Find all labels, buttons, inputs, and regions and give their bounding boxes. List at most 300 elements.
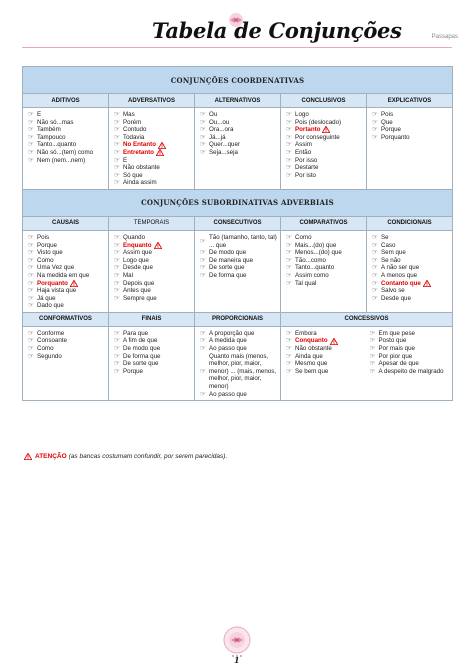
conjunction-item bbox=[200, 257, 277, 265]
conjunction-text: E bbox=[37, 111, 42, 118]
conjunction-text: Se não bbox=[381, 256, 401, 264]
conjunction-text: Porquanto bbox=[37, 279, 68, 287]
conjunction-item bbox=[28, 280, 105, 288]
pointing-hand-icon: ☞ bbox=[200, 271, 206, 279]
conjunctions-table bbox=[22, 66, 452, 401]
pointing-hand-icon: ☞ bbox=[286, 329, 292, 337]
conjunction-text: Não só...mas bbox=[37, 118, 74, 126]
conjunction-item bbox=[286, 249, 363, 257]
conjunction-list bbox=[28, 234, 105, 310]
pointing-hand-icon: ☞ bbox=[286, 126, 292, 134]
column-header: ADVERSATIVOS bbox=[109, 94, 195, 108]
conjunction-item bbox=[28, 287, 105, 295]
conjunction-item bbox=[286, 164, 363, 172]
conjunction-text: A despeito de malgrado bbox=[378, 367, 444, 375]
conjunction-text: Então bbox=[295, 148, 312, 156]
column-cell bbox=[195, 108, 281, 190]
conjunction-item bbox=[372, 287, 449, 295]
conjunction-item bbox=[370, 360, 450, 368]
conjunction-item bbox=[114, 272, 191, 280]
conjunction-item bbox=[114, 141, 191, 149]
conjunction-item bbox=[372, 242, 449, 250]
pointing-hand-icon: ☞ bbox=[286, 171, 292, 179]
conjunction-text: Conquanto bbox=[295, 337, 328, 345]
conjunction-text: Só que bbox=[123, 171, 143, 179]
conjunction-text: Quando bbox=[123, 233, 146, 241]
pointing-hand-icon: ☞ bbox=[200, 256, 206, 264]
pointing-hand-icon: ☞ bbox=[114, 141, 120, 149]
conjunction-text: Ou...ou bbox=[209, 118, 230, 126]
conjunction-item bbox=[286, 126, 363, 134]
column-cell bbox=[281, 326, 453, 400]
conjunction-text: Como bbox=[295, 233, 312, 241]
conjunction-item bbox=[372, 272, 449, 280]
conjunction-item bbox=[372, 126, 449, 134]
pointing-hand-icon: ☞ bbox=[28, 233, 34, 241]
conjunction-text: Pois bbox=[381, 111, 394, 118]
conjunction-item bbox=[28, 242, 105, 250]
warning-triangle-icon bbox=[158, 142, 166, 149]
conjunction-list bbox=[114, 111, 191, 187]
pointing-hand-icon: ☞ bbox=[114, 249, 120, 257]
conjunction-text: Na medida em que bbox=[37, 271, 90, 279]
conjunction-item bbox=[28, 249, 105, 257]
conjunction-text: Contudo bbox=[123, 126, 147, 134]
pointing-hand-icon: ☞ bbox=[369, 337, 376, 345]
conjunction-text: Dado que bbox=[37, 302, 64, 310]
pointing-hand-icon: ☞ bbox=[200, 337, 206, 345]
conjunction-item bbox=[28, 111, 105, 119]
pointing-hand-icon: ☞ bbox=[372, 294, 378, 302]
conjunction-item bbox=[286, 280, 363, 288]
conjunction-text: Por isto bbox=[295, 171, 316, 179]
conjunction-text: De sorte que bbox=[209, 264, 245, 272]
pointing-hand-icon: ☞ bbox=[114, 279, 120, 287]
pointing-hand-icon: ☞ bbox=[28, 329, 34, 337]
conjunction-text: Assim bbox=[295, 141, 312, 149]
pointing-hand-icon: ☞ bbox=[286, 279, 292, 287]
conjunction-item bbox=[114, 249, 191, 257]
conjunction-item bbox=[370, 353, 450, 361]
page-number: 1 bbox=[234, 655, 240, 665]
conjunction-item bbox=[372, 134, 449, 142]
conjunction-item bbox=[286, 157, 363, 165]
conjunction-text: Já...já bbox=[209, 133, 226, 141]
conjunction-item bbox=[28, 157, 105, 165]
pointing-hand-icon: ☞ bbox=[369, 360, 376, 368]
pointing-hand-icon: ☞ bbox=[200, 390, 206, 398]
warning-triangle-icon bbox=[322, 126, 330, 133]
pointing-hand-icon: ☞ bbox=[200, 118, 206, 126]
section-subordinativas-row bbox=[23, 189, 453, 216]
pointing-hand-icon: ☞ bbox=[114, 345, 120, 353]
conjunction-list bbox=[286, 234, 363, 287]
conjunction-list bbox=[370, 330, 450, 376]
conjunction-text: Mais...(do) que bbox=[295, 241, 337, 249]
conjunction-text: Contanto que bbox=[381, 279, 421, 287]
pointing-hand-icon: ☞ bbox=[28, 118, 34, 126]
conjunction-item bbox=[114, 330, 191, 338]
section-coordenativas-row bbox=[23, 67, 453, 94]
conjunction-item bbox=[372, 234, 449, 242]
conjunction-item bbox=[28, 272, 105, 280]
pointing-hand-icon: ☞ bbox=[28, 241, 34, 249]
conjunction-item bbox=[372, 249, 449, 257]
column-cell bbox=[23, 326, 109, 400]
conjunction-text: Já que bbox=[37, 294, 56, 302]
cell-split bbox=[286, 330, 449, 376]
column-header: CONCLUSIVOS bbox=[281, 94, 367, 108]
pointing-hand-icon: ☞ bbox=[114, 256, 120, 264]
conjunction-item bbox=[200, 330, 277, 338]
conjunction-text: Ou bbox=[209, 111, 218, 118]
pointing-hand-icon: ☞ bbox=[114, 367, 120, 375]
conjunction-item bbox=[286, 141, 363, 149]
conjunction-item bbox=[200, 391, 277, 399]
pointing-hand-icon: ☞ bbox=[200, 264, 206, 272]
column-cell bbox=[195, 326, 281, 400]
pointing-hand-icon: ☞ bbox=[286, 256, 292, 264]
pointing-hand-icon: ☞ bbox=[372, 279, 378, 287]
pointing-hand-icon: ☞ bbox=[114, 360, 120, 368]
coord-body-row bbox=[23, 108, 453, 190]
conjunction-item bbox=[114, 287, 191, 295]
conjunction-item bbox=[200, 345, 277, 353]
sub1-header-row bbox=[23, 216, 453, 230]
conjunction-item bbox=[200, 149, 277, 157]
pointing-hand-icon: ☞ bbox=[286, 352, 292, 360]
pointing-hand-icon: ☞ bbox=[286, 271, 292, 279]
conjunction-item bbox=[286, 337, 366, 345]
pointing-hand-icon: ☞ bbox=[28, 345, 34, 353]
column-cell bbox=[281, 230, 367, 312]
conjunction-item bbox=[286, 149, 363, 157]
warning-triangle-icon bbox=[423, 280, 431, 287]
conjunction-text: A proporção que bbox=[209, 329, 255, 337]
conjunction-item bbox=[370, 345, 450, 353]
conjunction-item bbox=[286, 119, 363, 127]
pointing-hand-icon: ☞ bbox=[286, 118, 292, 126]
conjunction-item bbox=[200, 264, 277, 272]
column-header: CONFORMATIVOS bbox=[23, 312, 109, 326]
column-cell bbox=[367, 108, 453, 190]
conjunction-item bbox=[114, 242, 191, 250]
conjunction-text: A menos que bbox=[381, 271, 418, 279]
conjunction-text: E bbox=[123, 156, 128, 164]
conjunction-list bbox=[200, 330, 277, 398]
conjunction-list bbox=[372, 234, 449, 302]
pointing-hand-icon: ☞ bbox=[114, 126, 120, 134]
column-header: ALTERNATIVOS bbox=[195, 94, 281, 108]
conjunction-text: Mesmo que bbox=[295, 360, 328, 368]
attention-text: (as bancas costumam confundir, por serem parecidas). bbox=[68, 453, 228, 460]
sub2-body-row bbox=[23, 326, 453, 400]
conjunction-text: Desde que bbox=[381, 294, 411, 302]
pointing-hand-icon: ☞ bbox=[286, 141, 292, 149]
conjunction-text: Por pior que bbox=[378, 352, 413, 360]
pointing-hand-icon: ☞ bbox=[286, 164, 292, 172]
pointing-hand-icon: ☞ bbox=[28, 156, 34, 164]
conjunction-text: Por mais que bbox=[378, 345, 415, 353]
conjunction-text: De modo que bbox=[123, 345, 161, 353]
pointing-hand-icon: ☞ bbox=[372, 264, 378, 272]
conjunction-list bbox=[28, 111, 105, 164]
conjunction-item bbox=[286, 272, 363, 280]
pointing-hand-icon: ☞ bbox=[114, 179, 120, 187]
conjunction-item bbox=[114, 126, 191, 134]
pointing-hand-icon: ☞ bbox=[200, 111, 206, 118]
conjunction-item bbox=[114, 280, 191, 288]
conjunction-text: Tão (tamanho, tanto, tal) ... que bbox=[209, 233, 277, 249]
section-title-subordinativas: CONJUNÇÕES SUBORDINATIVAS ADVERBIAIS bbox=[23, 189, 453, 216]
conjunction-text: Não só...(tem) como bbox=[37, 148, 94, 156]
conjunction-list bbox=[286, 330, 366, 376]
conjunction-item bbox=[114, 295, 191, 303]
conjunction-text: Como bbox=[37, 256, 54, 264]
conjunction-text: Caso bbox=[381, 241, 396, 249]
warning-triangle-icon bbox=[330, 338, 338, 345]
column-cell bbox=[23, 230, 109, 312]
conjunction-item bbox=[28, 337, 105, 345]
conjunction-item bbox=[114, 368, 191, 376]
conjunction-item bbox=[28, 302, 105, 310]
warning-triangle-icon bbox=[156, 149, 164, 156]
conjunction-item bbox=[200, 353, 277, 391]
conjunction-item bbox=[114, 111, 191, 119]
conjunction-item bbox=[200, 119, 277, 127]
conjunction-text: De maneira que bbox=[209, 256, 254, 264]
conjunction-list bbox=[28, 330, 105, 360]
conjunction-item bbox=[28, 330, 105, 338]
warning-triangle-icon bbox=[70, 280, 78, 287]
conjunction-text: Quanto mais (menos, melhor, pior, maior, menor) ... (mais, menos, melhor, pior, maior, menor) bbox=[209, 352, 277, 391]
conjunction-text: De forma que bbox=[209, 271, 247, 279]
pointing-hand-icon: ☞ bbox=[372, 271, 378, 279]
conjunction-item bbox=[28, 234, 105, 242]
pointing-hand-icon: ☞ bbox=[114, 294, 120, 302]
pointing-hand-icon: ☞ bbox=[286, 156, 292, 164]
conjunction-text: Que bbox=[381, 118, 393, 126]
brand-label: Passapas bbox=[431, 34, 458, 40]
conjunction-text: Porquanto bbox=[381, 133, 410, 141]
conjunction-list bbox=[286, 111, 363, 179]
conjunction-item bbox=[372, 111, 449, 119]
pointing-hand-icon: ☞ bbox=[28, 287, 34, 295]
pointing-hand-icon: ☞ bbox=[114, 233, 120, 241]
pointing-hand-icon: ☞ bbox=[114, 337, 120, 345]
conjunction-text: Porém bbox=[123, 118, 142, 126]
pointing-hand-icon: ☞ bbox=[286, 233, 292, 241]
conjunction-text: Por isso bbox=[295, 156, 318, 164]
pointing-hand-icon: ☞ bbox=[200, 329, 206, 337]
pointing-hand-icon: ☞ bbox=[114, 264, 120, 272]
conjunction-item bbox=[28, 119, 105, 127]
conjunction-item bbox=[200, 249, 277, 257]
conjunction-text: Salvo se bbox=[381, 287, 405, 295]
conjunction-text: Tanto...quanto bbox=[37, 141, 77, 149]
pointing-hand-icon: ☞ bbox=[372, 118, 378, 126]
conjunction-text: Portanto bbox=[295, 126, 321, 134]
conjunction-item bbox=[286, 345, 366, 353]
pointing-hand-icon: ☞ bbox=[114, 352, 120, 360]
column-header: CONSECUTIVOS bbox=[195, 216, 281, 230]
conjunction-item bbox=[200, 134, 277, 142]
conjunction-item bbox=[28, 126, 105, 134]
attention-label: ATENÇÃO bbox=[35, 453, 67, 460]
pointing-hand-icon: ☞ bbox=[114, 164, 120, 172]
conjunction-text: Desde que bbox=[123, 264, 153, 272]
conjunction-text: Porque bbox=[123, 367, 143, 375]
conjunction-item bbox=[28, 353, 105, 361]
conjunction-item bbox=[370, 337, 450, 345]
conjunction-text: Nem (nem...nem) bbox=[37, 156, 86, 164]
column-cell bbox=[281, 108, 367, 190]
pointing-hand-icon: ☞ bbox=[286, 367, 292, 375]
conjunction-item bbox=[286, 360, 366, 368]
conjunction-item bbox=[200, 337, 277, 345]
conjunction-item bbox=[372, 257, 449, 265]
conjunction-text: Para que bbox=[123, 329, 149, 337]
conjunction-text: Também bbox=[37, 126, 61, 134]
conjunction-item bbox=[114, 345, 191, 353]
conjunction-text: Como bbox=[37, 345, 54, 353]
conjunction-text: Não obstante bbox=[123, 164, 160, 172]
conjunction-text: Logo que bbox=[123, 256, 149, 264]
pointing-hand-icon: ☞ bbox=[286, 249, 292, 257]
conjunction-text: Se bem que bbox=[295, 367, 329, 375]
conjunction-item bbox=[370, 368, 450, 376]
pointing-hand-icon: ☞ bbox=[372, 241, 378, 249]
column-header: COMPARATIVOS bbox=[281, 216, 367, 230]
column-header: PROPORCIONAIS bbox=[195, 312, 281, 326]
conjunction-text: Mal bbox=[123, 271, 133, 279]
conjunction-list bbox=[114, 330, 191, 376]
conjunction-item bbox=[200, 234, 277, 249]
conjunction-text: Entretanto bbox=[123, 148, 154, 156]
conjunction-item bbox=[372, 280, 449, 288]
conjunction-list bbox=[114, 234, 191, 302]
conjunction-text: Tanto...quanto bbox=[295, 264, 335, 272]
sub1-body-row bbox=[23, 230, 453, 312]
section-title-coordenativas: CONJUNÇÕES COORDENATIVAS bbox=[23, 67, 453, 94]
conjunction-text: Tal qual bbox=[295, 279, 317, 287]
conjunction-text: Destarte bbox=[295, 164, 319, 172]
pointing-hand-icon: ☞ bbox=[200, 126, 206, 134]
conjunction-item bbox=[28, 257, 105, 265]
conjunction-item bbox=[114, 157, 191, 165]
pointing-hand-icon: ☞ bbox=[28, 126, 34, 134]
conjunction-text: Todavia bbox=[123, 133, 145, 141]
pointing-hand-icon: ☞ bbox=[200, 249, 206, 257]
pointing-hand-icon: ☞ bbox=[28, 302, 34, 310]
conjunction-item bbox=[114, 353, 191, 361]
conjunction-item bbox=[286, 330, 366, 338]
pointing-hand-icon: ☞ bbox=[369, 367, 376, 375]
column-header: TEMPORAIS bbox=[109, 216, 195, 230]
conjunction-text: Haja vista que bbox=[37, 287, 77, 295]
conjunction-text: Ainda que bbox=[295, 352, 323, 360]
header-divider bbox=[22, 47, 452, 48]
pointing-hand-icon: ☞ bbox=[114, 241, 120, 249]
column-header: CONCESSIVOS bbox=[281, 312, 453, 326]
conjunction-text: Se bbox=[381, 233, 389, 241]
conjunction-text: Uma Vez que bbox=[37, 264, 75, 272]
pointing-hand-icon: ☞ bbox=[114, 271, 120, 279]
pointing-hand-icon: ☞ bbox=[369, 345, 376, 353]
pointing-hand-icon: ☞ bbox=[372, 111, 378, 118]
conjunction-list bbox=[200, 111, 277, 157]
conjunction-item bbox=[28, 134, 105, 142]
pointing-hand-icon: ☞ bbox=[114, 329, 120, 337]
conjunction-item bbox=[114, 172, 191, 180]
pointing-hand-icon: ☞ bbox=[286, 264, 292, 272]
conjunction-item bbox=[28, 295, 105, 303]
conjunction-item bbox=[372, 295, 449, 303]
pointing-hand-icon: ☞ bbox=[200, 345, 206, 353]
attention-note bbox=[22, 453, 227, 460]
conjunction-item bbox=[286, 134, 363, 142]
warning-triangle-icon bbox=[154, 242, 162, 249]
conjunction-text: Porque bbox=[37, 241, 57, 249]
conjunction-item bbox=[200, 141, 277, 149]
conjunction-item bbox=[286, 111, 363, 119]
conjunction-text: Tão...como bbox=[295, 256, 326, 264]
conjunction-text: Quer...quer bbox=[209, 141, 240, 149]
conjunction-item bbox=[28, 141, 105, 149]
conjunction-item bbox=[286, 242, 363, 250]
conjunction-text: Mas bbox=[123, 111, 135, 118]
pointing-hand-icon: ☞ bbox=[28, 256, 34, 264]
conjunction-item bbox=[286, 172, 363, 180]
pointing-hand-icon: ☞ bbox=[369, 329, 376, 337]
pointing-hand-icon: ☞ bbox=[200, 367, 206, 375]
sub2-header-row bbox=[23, 312, 453, 326]
pointing-hand-icon: ☞ bbox=[114, 133, 120, 141]
conjunction-text: Não obstante bbox=[295, 345, 332, 353]
conjunction-text: Consoante bbox=[37, 337, 67, 345]
conjunction-text: Em que pese bbox=[378, 329, 415, 337]
conjunction-text: Pois (deslocado) bbox=[295, 118, 342, 126]
conjunction-text: Ao passo que bbox=[209, 390, 247, 398]
conjunction-text: A medida que bbox=[209, 337, 247, 345]
pointing-hand-icon: ☞ bbox=[28, 337, 34, 345]
page-title: Tabela de Conjunções bbox=[152, 18, 402, 43]
column-cell bbox=[109, 230, 195, 312]
pointing-hand-icon: ☞ bbox=[28, 264, 34, 272]
pointing-hand-icon: ☞ bbox=[200, 141, 206, 149]
conjunction-item bbox=[114, 119, 191, 127]
conjunction-item bbox=[114, 134, 191, 142]
conjunction-text: No Entanto bbox=[123, 141, 156, 149]
pointing-hand-icon: ☞ bbox=[372, 287, 378, 295]
conjunction-text: Ainda assim bbox=[123, 179, 157, 187]
column-header: ADITIVOS bbox=[23, 94, 109, 108]
conjunction-text: A fim de que bbox=[123, 337, 158, 345]
conjunction-text: Depois que bbox=[123, 279, 155, 287]
conjunction-item bbox=[28, 345, 105, 353]
column-header: CONDICIONAIS bbox=[367, 216, 453, 230]
coord-header-row bbox=[23, 94, 453, 108]
warning-triangle-icon bbox=[24, 453, 32, 460]
conjunction-item bbox=[114, 179, 191, 187]
conjunction-list bbox=[372, 111, 449, 141]
pointing-hand-icon: ☞ bbox=[286, 360, 292, 368]
conjunction-list bbox=[200, 234, 277, 280]
pointing-hand-icon: ☞ bbox=[114, 148, 120, 156]
conjunction-item bbox=[200, 272, 277, 280]
pointing-hand-icon: ☞ bbox=[28, 133, 34, 141]
column-cell bbox=[195, 230, 281, 312]
